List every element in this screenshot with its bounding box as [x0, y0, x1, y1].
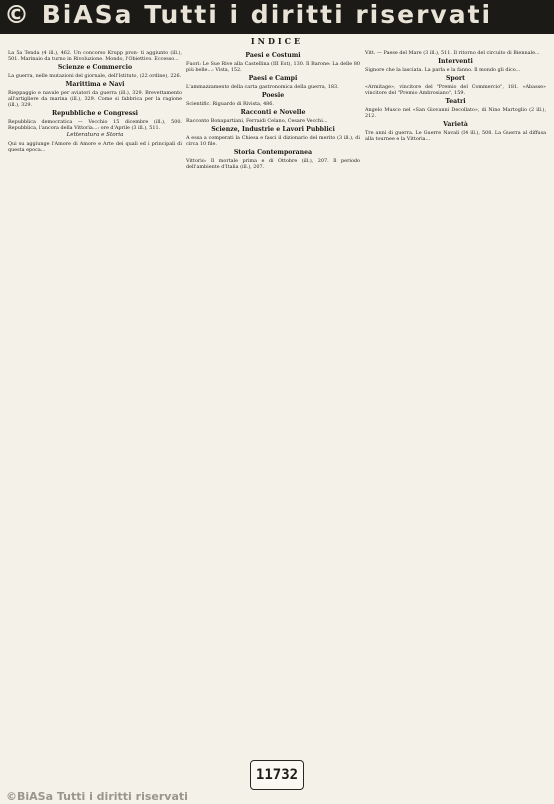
section-heading: Marittima e Navi	[65, 81, 125, 89]
section-heading: Sport	[445, 75, 466, 83]
section-heading: Teatri	[445, 98, 466, 106]
archive-stamp: 11732	[250, 760, 304, 790]
entry-text: Scientific. Riguardo di Rivista, 486.	[186, 101, 274, 108]
watermark-banner: © BiASa Tutti i diritti riservati	[0, 0, 554, 34]
entry-text: La guerra, nelle mutazioni del giornale, dell'Istituto, (22 ordine), 226.	[8, 73, 182, 80]
entry-text: Vitt. — Paese del Mare (3 ill.), 511. Il ritorno del circuito di Biennale...	[365, 50, 540, 56]
section-heading: Varietà	[443, 121, 468, 129]
column-1	[8, 50, 182, 740]
column-2	[186, 50, 360, 740]
entry-text: Qui su aggiunge l'Amore di Amore e Arte dei quali ed i principali di questa epoca...	[8, 140, 182, 153]
section-heading: Repubbliche e Congressi	[51, 110, 139, 118]
entry-text: Rieppaggio e navale per aviatori da guerra (ill.), 329. Brevettamento all'artigliere da marina (ill.), 329. Come si fabbrica per la ragione (ill.), 329.	[8, 90, 182, 109]
section-heading: Scienze e Commercio	[57, 64, 133, 72]
entry-text: Racconto Bonapartiani, Ferraidi Celano, Cesare Vecchi...	[186, 118, 328, 125]
entry-text: A essa a comperati la Chiesa e fasci il dizionario del merito (3 ill.), di circa 10 file.	[186, 135, 360, 148]
entry-text: Fuori: Le Sue Rive alla Castellina (III Est), 130. Il Barone: La delle 80 più belle...: Vista, 152.	[186, 61, 360, 74]
page-title: INDICE	[250, 36, 304, 46]
section-heading: Storia Contemporanea	[233, 149, 313, 157]
entry-text: Angelo Musco nel «San Giovanni Decollato», di Nino Martoglio (2 ill.), 212.	[365, 107, 546, 120]
section-heading: Paesi e Costumi	[245, 52, 301, 59]
entry-text: L'ammazzamento della carta gastronomica della guerra, 183.	[186, 84, 339, 91]
watermark-footer: ©BiASa Tutti i diritti riservati	[6, 790, 188, 803]
column-3	[365, 50, 546, 740]
entry-text: Tre anni di guerra. Le Guerre Navali (I4 ill.), 508. La Guerra al diffusa alla tournee e la Vittoria...	[365, 130, 546, 143]
entry-text: La 5a Tenda (4 ill.), 462. Un concorso Krupp pron- ti aggiunto (ill.), 501. Marinaio da turno in Rivoluzione. Mondo, l'Obiettivo. Eccesso...	[8, 50, 182, 63]
section-heading: Scienze, Industrie e Lavori Pubblici	[211, 126, 335, 134]
section-heading: Interventi	[438, 58, 473, 66]
section-heading: Racconti e Novelle	[240, 109, 306, 117]
section-heading: Poesie	[261, 92, 285, 100]
entry-text: Signore che la lasciata. La parla e la fanno. Il mondo gli dico...	[365, 67, 521, 74]
section-subheading: Letteratura e Storia	[66, 132, 124, 139]
entry-text: «Armitage», vincitore del "Premio del Commercio", 181. «Abasse» vincitore del "Premio Ambrosiano", 159.	[365, 84, 546, 97]
entry-text: Vittorio: Il mortale prima e di Ottobre (ill.), 207. Il periodo dell'ambiente d'Italia (ill.), 207.	[186, 158, 360, 171]
entry-text: Repubblica democratica — Vecchio 15 dicembre (ill.), 500. Repubblica, l'ancora della Vittoria...: ore d'Aprile (3 ill.), 511.	[8, 119, 182, 132]
section-heading: Paesi e Campi	[248, 75, 298, 83]
